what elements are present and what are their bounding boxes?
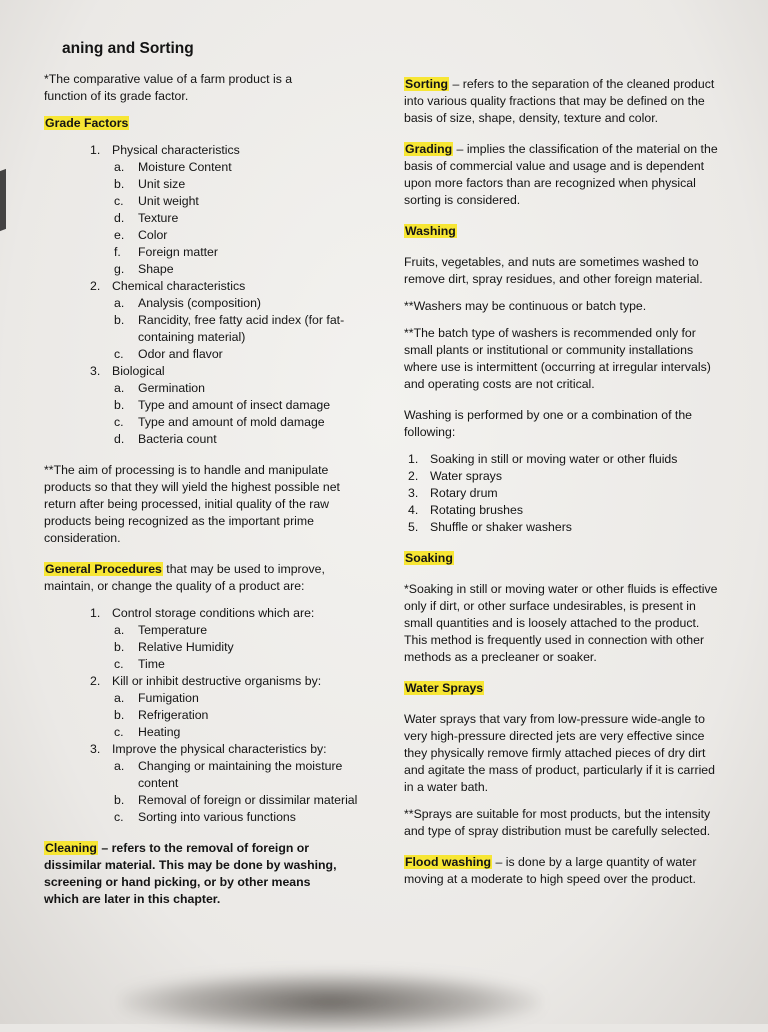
flood-washing-term: Flood washing xyxy=(405,855,492,869)
page-edge-shadow xyxy=(0,169,6,231)
flood-washing-definition: Flood washing – is done by a large quantity of water moving at a moderate to high speed over the product. xyxy=(404,855,697,886)
list-item: d. Texture xyxy=(114,211,179,225)
list-item: c. Odor and flavor xyxy=(114,347,223,361)
list-item: b. Relative Humidity xyxy=(114,640,234,654)
washing-paragraph-4: Washing is performed by one or a combination of the following: xyxy=(404,408,692,439)
list-item: c. Heating xyxy=(114,725,181,739)
general-procedures-list xyxy=(44,605,374,826)
washing-paragraph-2: **Washers may be continuous or batch type. xyxy=(404,299,647,313)
list-item: a. Temperature xyxy=(114,623,208,637)
grading-term: Grading xyxy=(405,142,453,156)
right-column xyxy=(404,76,724,888)
list-item: 1. Soaking in still or moving water or other fluids xyxy=(408,452,678,466)
water-sprays-note: **Sprays are suitable for most products, but the intensity and type of spray distribution must be carefully selected. xyxy=(404,807,711,838)
list-item: a. Changing or maintaining the moisture content xyxy=(114,759,343,790)
sorting-definition: Sorting – refers to the separation of the cleaned product into various quality fractions that may be defined on the basis of size, shape, density, texture and color. xyxy=(404,77,715,125)
list-item: 3. Biological xyxy=(90,364,165,378)
list-item: c. Time xyxy=(114,657,165,671)
list-item: b. Rancidity, free fatty acid index (for fat-containing material) xyxy=(114,313,345,344)
list-item: 2. Chemical characteristics xyxy=(90,279,246,293)
washing-paragraph-1: Fruits, vegetables, and nuts are sometimes washed to remove dirt, spray residues, and other foreign material. xyxy=(404,255,703,286)
list-item: e. Color xyxy=(114,228,168,242)
list-item: a. Fumigation xyxy=(114,691,199,705)
sorting-term: Sorting xyxy=(405,77,449,91)
washing-methods-list xyxy=(404,451,724,536)
list-item: 3. Rotary drum xyxy=(408,486,498,500)
cleaning-definition: Cleaning – refers to the removal of foreign or dissimilar material. This may be done by washing, screening or hand picking, or by other means which are later in this chapter. xyxy=(44,841,337,906)
water-sprays-paragraph: Water sprays that vary from low-pressure wide-angle to very high-pressure directed jets are very effective since they physically remove firmly attached pieces of dry dirt and agitate the mass of product, particularly if it is carried in a water bath. xyxy=(404,712,715,794)
list-item: 3. Improve the physical characteristics by: xyxy=(90,742,327,756)
list-item: b. Refrigeration xyxy=(114,708,209,722)
list-item: c. Type and amount of mold damage xyxy=(114,415,325,429)
hand-shadow xyxy=(120,972,540,1032)
list-item: a. Analysis (composition) xyxy=(114,296,262,310)
list-item: f. Foreign matter xyxy=(114,245,218,259)
soaking-paragraph: *Soaking in still or moving water or other fluids is effective only if dirt, or other surface undesirables, is present in small quantities and is loosely attached to the product. This method is frequently used in connection with other methods as a precleaner or soaker. xyxy=(404,582,718,664)
list-item: a. Germination xyxy=(114,381,205,395)
list-item: c. Sorting into various functions xyxy=(114,810,296,824)
general-procedures-intro: General Procedures that may be used to improve, maintain, or change the quality of a product are: xyxy=(44,562,325,593)
intro-text: *The comparative value of a farm product is a function of its grade factor. xyxy=(44,72,293,103)
general-procedures-heading: General Procedures xyxy=(45,562,162,576)
list-item: 2. Water sprays xyxy=(408,469,502,483)
list-item: d. Bacteria count xyxy=(114,432,217,446)
page-title: aning and Sorting xyxy=(62,40,194,57)
list-item: b. Type and amount of insect damage xyxy=(114,398,331,412)
soaking-heading: Soaking xyxy=(405,551,453,565)
list-item: g. Shape xyxy=(114,262,174,276)
list-item: 5. Shuffle or shaker washers xyxy=(408,520,572,534)
grade-factors-heading: Grade Factors xyxy=(45,116,129,130)
cleaning-term: Cleaning xyxy=(45,841,97,855)
list-item: a. Moisture Content xyxy=(114,160,232,174)
washing-heading: Washing xyxy=(405,224,456,238)
washing-paragraph-3: **The batch type of washers is recommended only for small plants or institutional or community installations where use is intermittent (occurring at irregular intervals) and operating costs are not critical. xyxy=(404,326,711,391)
list-item: c. Unit weight xyxy=(114,194,199,208)
water-sprays-heading: Water Sprays xyxy=(405,681,484,695)
list-item: b. Removal of foreign or dissimilar material xyxy=(114,793,358,807)
list-item: 1. Control storage conditions which are: xyxy=(90,606,315,620)
list-item: 2. Kill or inhibit destructive organisms by: xyxy=(90,674,322,688)
list-item: b. Unit size xyxy=(114,177,186,191)
grade-factors-list xyxy=(44,142,374,448)
aim-paragraph: **The aim of processing is to handle and manipulate products so that they will yield the highest possible net return after being processed, initial quality of the raw products being recognized as the important prime consideration. xyxy=(44,463,340,545)
list-item: 4. Rotating brushes xyxy=(408,503,523,517)
left-column xyxy=(44,40,374,908)
grading-definition: Grading – implies the classification of the material on the basis of commercial value and usage and is dependent upon more factors than are recognized when physical sorting is considered. xyxy=(404,142,718,207)
list-item: 1. Physical characteristics xyxy=(90,143,240,157)
